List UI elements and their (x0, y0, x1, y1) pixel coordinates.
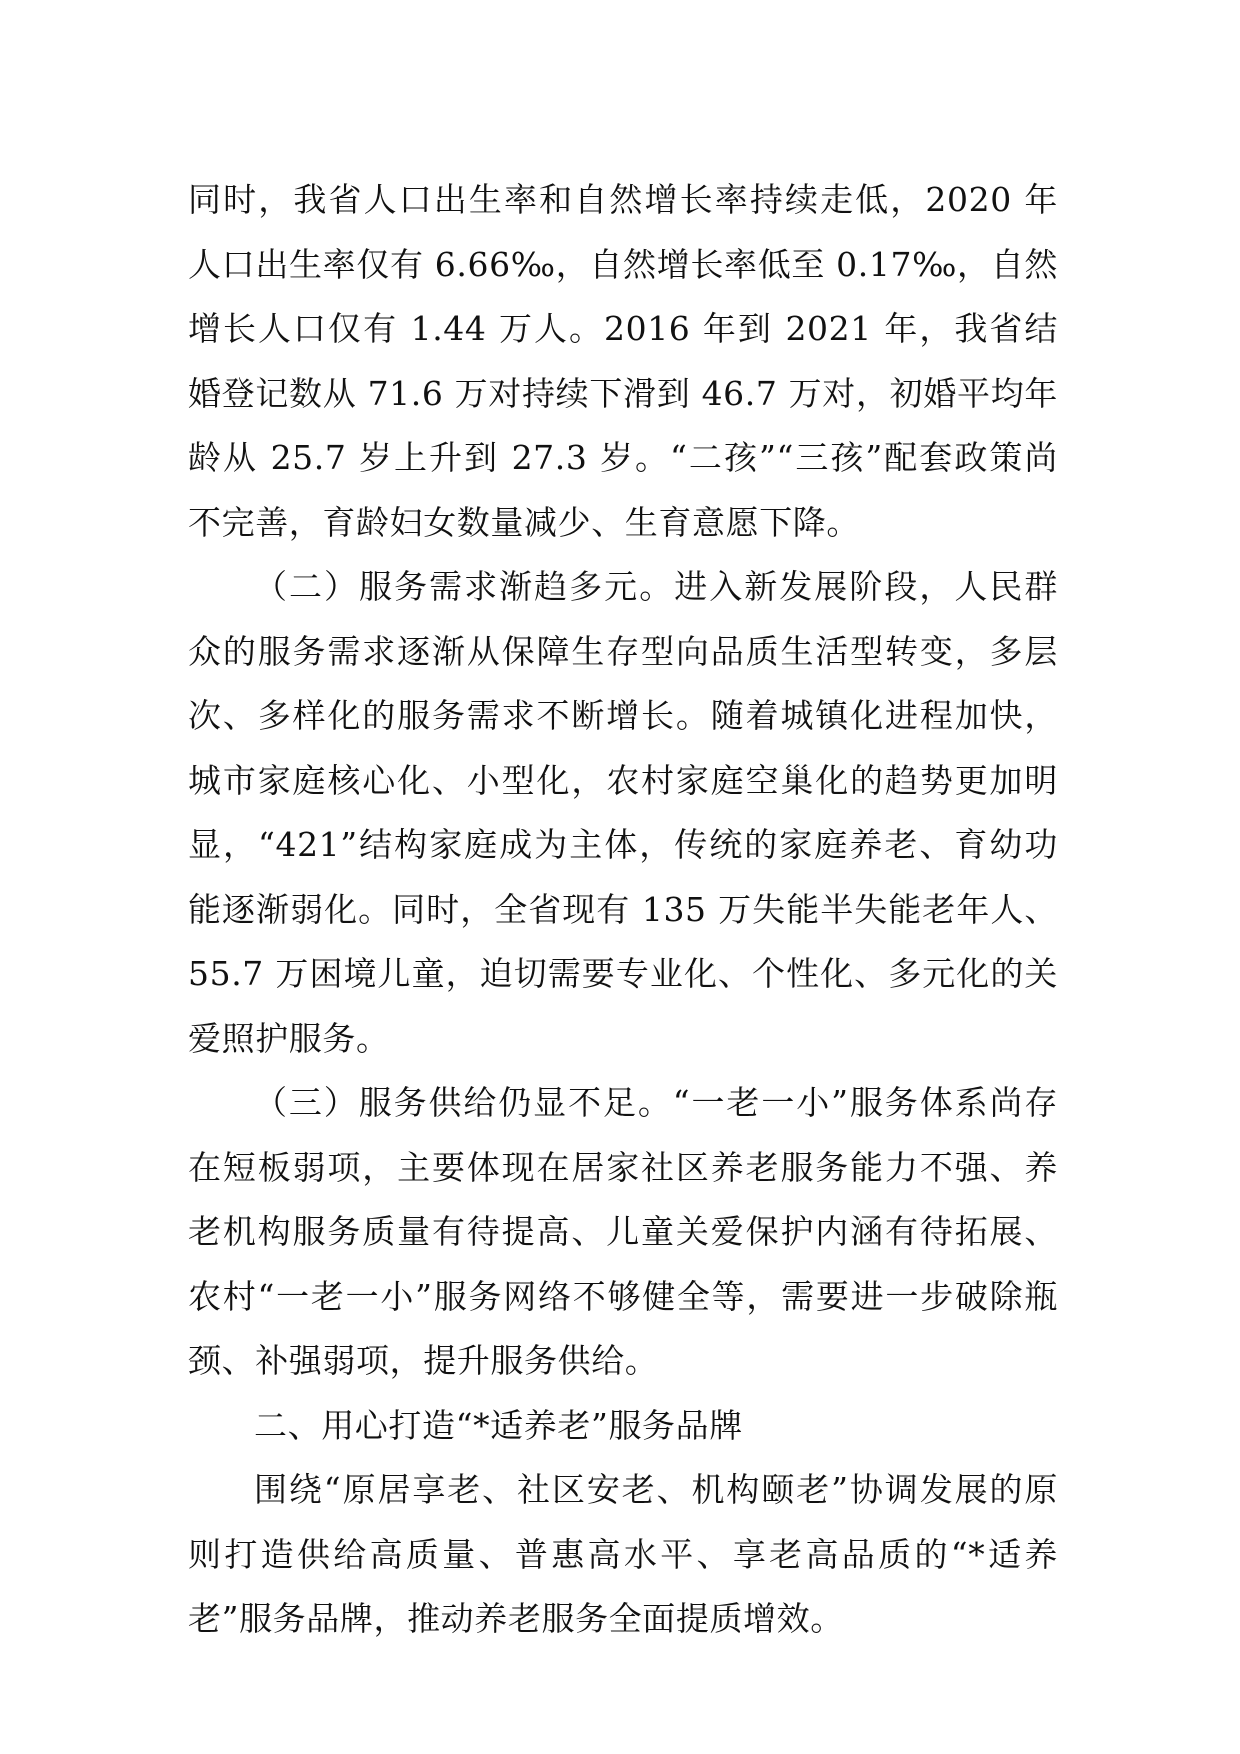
paragraph-elderly-brand: 围绕“原居享老、社区安老、机构颐老”协调发展的原则打造供给高质量、普惠高水平、享老高品质的“*适养老”服务品牌，推动养老服务全面提质增效。 (188, 1470, 1058, 1638)
section-heading-elderly-brand: 二、用心打造“*适养老”服务品牌 (254, 1405, 743, 1445)
paragraph-population-decline: 同时，我省人口出生率和自然增长率持续走低，2020 年人口出生率仅有 6.66‰，自然增长率低至 0.17‰，自然增长人口仅有 1.44 万人。2016 年到 2021 年，我省结婚登记数从 71.6 万对持续下滑到 46.7 万对，初婚平均年龄从 25.7 岁上升到 27.3 岁。“二孩”“三孩”配套政策尚不完善，育龄妇女数量减少、生育意愿下降。 (188, 180, 1058, 542)
paragraph-service-demand: （二）服务需求渐趋多元。进入新发展阶段，人民群众的服务需求逐渐从保障生存型向品质生活型转变，多层次、多样化的服务需求不断增长。随着城镇化进程加快，城市家庭核心化、小型化，农村家庭空巢化的趋势更加明显，“421”结构家庭成为主体，传统的家庭养老、育幼功能逐渐弱化。同时，全省现有 135 万失能半失能老年人、55.7 万困境儿童，迫切需要专业化、个性化、多元化的关爱照护服务。 (188, 567, 1058, 1058)
paragraph-service-supply: （三）服务供给仍显不足。“一老一小”服务体系尚存在短板弱项，主要体现在居家社区养老服务能力不强、养老机构服务质量有待提高、儿童关爱保护内涵有待拓展、农村“一老一小”服务网络不够健全等，需要进一步破除瓶颈、补强弱项，提升服务供给。 (188, 1083, 1058, 1380)
document-body (188, 168, 1058, 1652)
